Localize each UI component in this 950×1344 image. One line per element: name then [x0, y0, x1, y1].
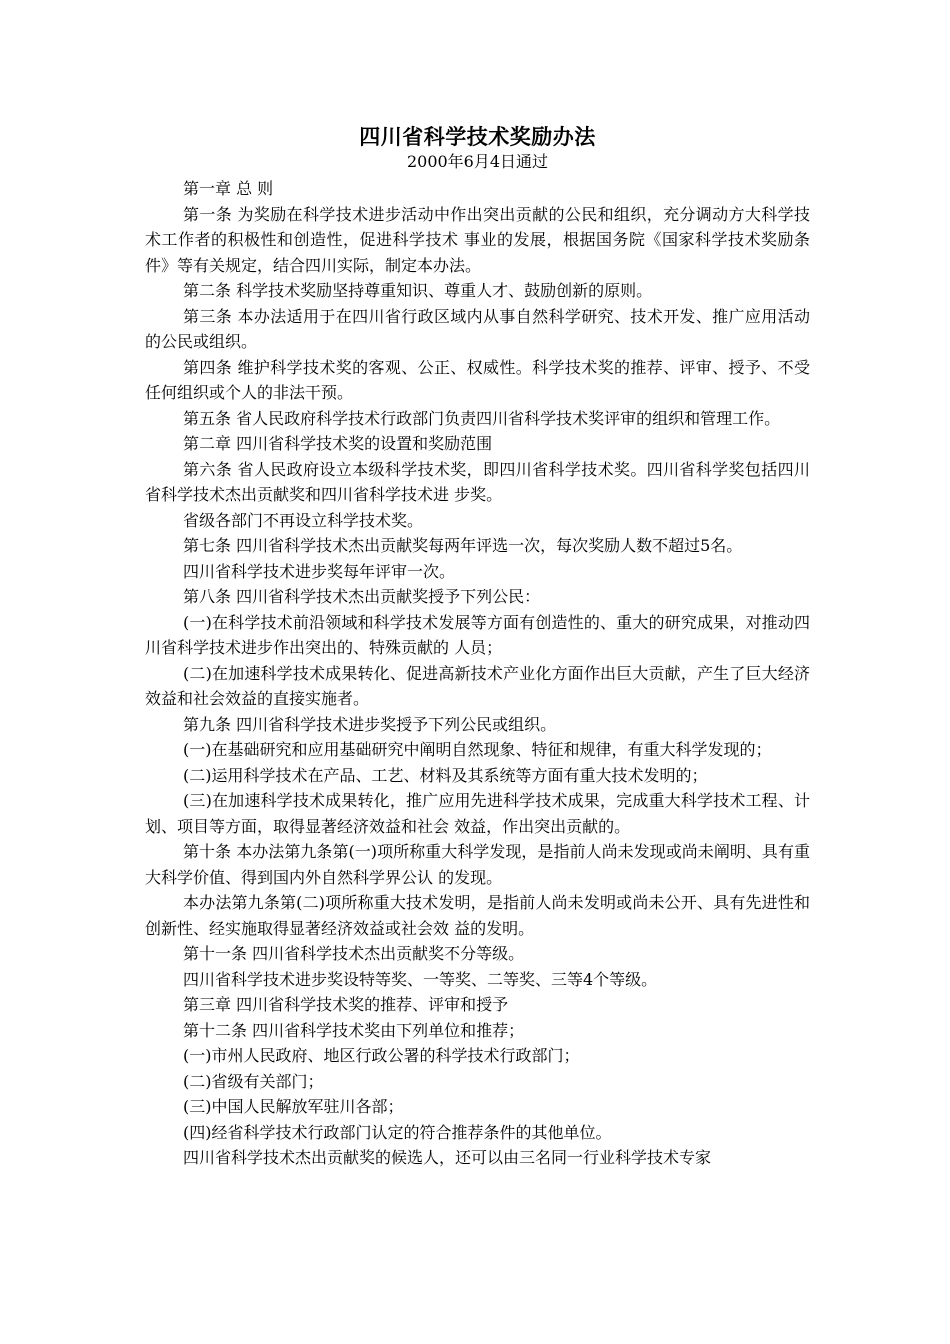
paragraph: 第十条 本办法第九条第(一)项所称重大科学发现，是指前人尚未发现或尚未阐明、具有重大科学价值、得到国内外自然科学界公认 的发现。: [145, 842, 810, 887]
paragraph: 省级各部门不再设立科学技术奖。: [183, 510, 424, 530]
paragraph: (二)运用科学技术在产品、工艺、材料及其系统等方面有重大技术发明的；: [183, 765, 708, 785]
paragraph: 四川省科学技术进步奖设特等奖、一等奖、二等奖、三等4个等级。: [183, 969, 658, 989]
paragraph: 第九条 四川省科学技术进步奖授予下列公民或组织。: [183, 714, 557, 734]
paragraph: (三)中国人民解放军驻川各部；: [183, 1097, 404, 1116]
paragraph: 第十二条 四川省科学技术奖由下列单位和推荐；: [183, 1020, 525, 1040]
paragraph: (四)经省科学技术行政部门认定的符合推荐条件的其他单位。: [183, 1122, 612, 1142]
paragraph: 第一章 总 则: [183, 179, 274, 198]
paragraph: (一)市州人民政府、地区行政公署的科学技术行政部门；: [183, 1046, 580, 1065]
paragraph: 第一条 为奖励在科学技术进步活动中作出突出贡献的公民和组织，充分调动方大科学技术工作者的积极性和创造性，促进科学技术 事业的发展，根据国务院《国家科学技术奖励条件》等有关规定，结合四川实际，制定本办法。: [145, 204, 810, 275]
paragraph: 第三条 本办法适用于在四川省行政区域内从事自然科学研究、技术开发、推广应用活动的公民或组织。: [145, 306, 810, 351]
paragraph: 第六条 省人民政府设立本级科学技术奖，即四川省科学技术奖。四川省科学奖包括四川省科学技术杰出贡献奖和四川省科学技术进 步奖。: [145, 459, 810, 504]
paragraph: 四川省科学技术进步奖每年评审一次。: [183, 561, 456, 581]
paragraph: 第十一条 四川省科学技术杰出贡献奖不分等级。: [183, 944, 525, 963]
document-date: 2000年6月4日通过: [406, 152, 549, 171]
paragraph: 第五条 省人民政府科学技术行政部门负责四川省科学技术奖评审的组织和管理工作。: [183, 408, 781, 428]
paragraph: 第七条 四川省科学技术杰出贡献奖每两年评选一次，每次奖励人数不超过5名。: [183, 536, 743, 555]
paragraph: 第二条 科学技术奖励坚持尊重知识、尊重人才、鼓励创新的原则。: [183, 281, 653, 300]
paragraph-list: [145, 176, 810, 1171]
paragraph: 第八条 四川省科学技术杰出贡献奖授予下列公民：: [183, 587, 541, 606]
paragraph: (二)在加速科学技术成果转化、促进高新技术产业化方面作出巨大贡献，产生了巨大经济效益和社会效益的直接实施者。: [145, 663, 810, 708]
paragraph: (二)省级有关部门；: [183, 1071, 324, 1091]
paragraph: (一)在科学技术前沿领域和科学技术发展等方面有创造性的、重大的研究成果，对推动四川省科学技术进步作出突出的、特殊贡献的 人员；: [145, 612, 810, 657]
paragraph: 第四条 维护科学技术奖的客观、公正、权威性。科学技术奖的推荐、评审、授予、不受任何组织或个人的非法干预。: [145, 357, 810, 402]
paragraph: (三)在加速科学技术成果转化，推广应用先进科学技术成果，完成重大科学技术工程、计划、项目等方面，取得显著经济效益和社会 效益，作出突出贡献的。: [145, 791, 810, 836]
paragraph: 本办法第九条第(二)项所称重大技术发明，是指前人尚未发明或尚未公开、具有先进性和创新性、经实施取得显著经济效益或社会效 益的发明。: [145, 893, 810, 938]
document-body: [145, 122, 810, 1171]
document-title: 四川省科学技术奖励办法: [359, 124, 596, 149]
paragraph: 四川省科学技术杰出贡献奖的候选人，还可以由三名同一行业科学技术专家: [183, 1148, 712, 1167]
paragraph: 第三章 四川省科学技术奖的推荐、评审和授予: [183, 995, 509, 1014]
paragraph: (一)在基础研究和应用基础研究中阐明自然现象、特征和规律，有重大科学发现的；: [183, 740, 772, 759]
paragraph: 第二章 四川省科学技术奖的设置和奖励范围: [183, 434, 493, 453]
